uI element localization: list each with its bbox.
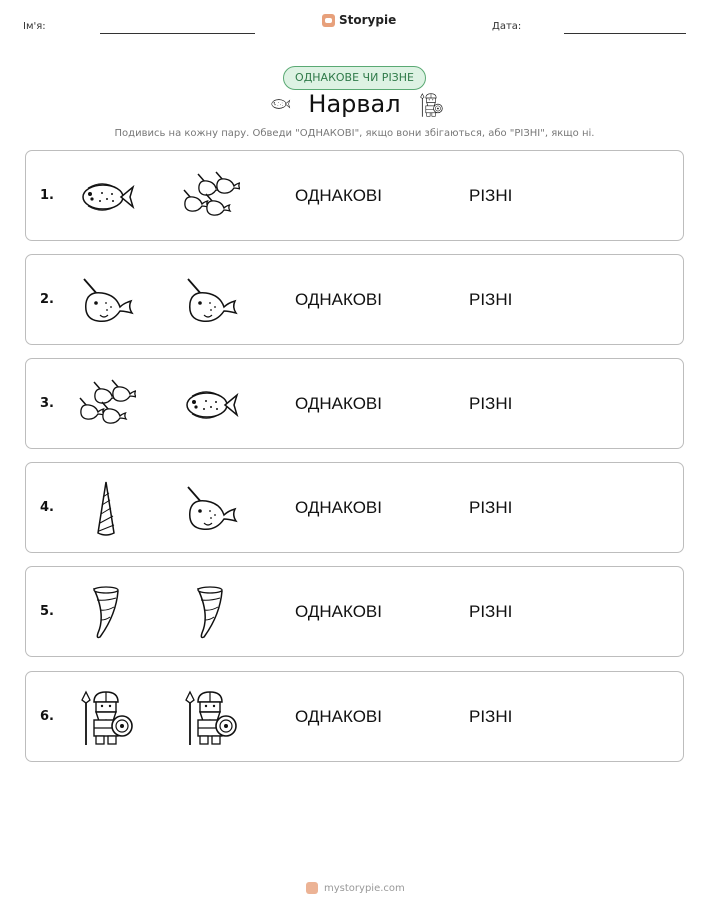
question-number: 2. xyxy=(40,292,54,307)
question-number: 4. xyxy=(40,500,54,515)
option-same[interactable]: ОДНАКОВІ xyxy=(295,602,382,621)
narwhal-icon xyxy=(76,273,136,329)
option-same[interactable]: ОДНАКОВІ xyxy=(295,707,382,726)
page-title-row xyxy=(0,90,709,118)
narwhal-icon xyxy=(180,481,240,537)
footer xyxy=(306,882,405,894)
flounder-icon xyxy=(76,169,136,225)
date-field[interactable] xyxy=(564,33,686,34)
name-field[interactable] xyxy=(100,33,255,34)
option-different[interactable]: РІЗНІ xyxy=(469,498,513,517)
option-different[interactable]: РІЗНІ xyxy=(469,186,513,205)
option-same[interactable]: ОДНАКОВІ xyxy=(295,186,382,205)
brand-logo xyxy=(322,13,396,27)
option-different[interactable]: РІЗНІ xyxy=(469,290,513,309)
brand-name: Storypie xyxy=(339,13,397,27)
question-row xyxy=(25,566,684,657)
viking-icon xyxy=(180,690,240,746)
narwhal-tusk-icon xyxy=(76,481,136,537)
question-row xyxy=(25,462,684,553)
page-title: Нарвал xyxy=(308,90,401,118)
option-different[interactable]: РІЗНІ xyxy=(469,394,513,413)
question-number: 1. xyxy=(40,188,54,203)
question-number: 3. xyxy=(40,396,54,411)
instructions: Подивись на кожну пару. Обведи "ОДНАКОВІ", якщо вони збігаються, або "РІЗНІ", якщо ні. xyxy=(114,128,595,139)
viking-icon xyxy=(76,690,136,746)
narwhal-pod-icon xyxy=(76,377,136,433)
option-different[interactable]: РІЗНІ xyxy=(469,707,513,726)
option-same[interactable]: ОДНАКОВІ xyxy=(295,498,382,517)
option-different[interactable]: РІЗНІ xyxy=(469,602,513,621)
worksheet-type-badge: ОДНАКОВЕ ЧИ РІЗНЕ xyxy=(283,66,426,90)
question-row xyxy=(25,254,684,345)
date-label: Дата: xyxy=(492,21,522,32)
footer-url[interactable]: mystorypie.com xyxy=(324,882,405,894)
narwhal-pod-icon xyxy=(180,169,240,225)
question-row xyxy=(25,358,684,449)
question-row xyxy=(25,671,684,762)
storypie-logo-icon xyxy=(306,882,318,894)
viking-icon xyxy=(418,90,444,120)
flounder-icon xyxy=(180,377,240,433)
name-label: Ім'я: xyxy=(23,21,46,32)
option-same[interactable]: ОДНАКОВІ xyxy=(295,290,382,309)
storypie-logo-icon xyxy=(322,14,335,27)
question-row xyxy=(25,150,684,241)
horn-icon xyxy=(76,585,136,641)
option-same[interactable]: ОДНАКОВІ xyxy=(295,394,382,413)
narwhal-icon xyxy=(180,273,240,329)
question-number: 5. xyxy=(40,604,54,619)
question-number: 6. xyxy=(40,709,54,724)
horn-icon xyxy=(180,585,240,641)
